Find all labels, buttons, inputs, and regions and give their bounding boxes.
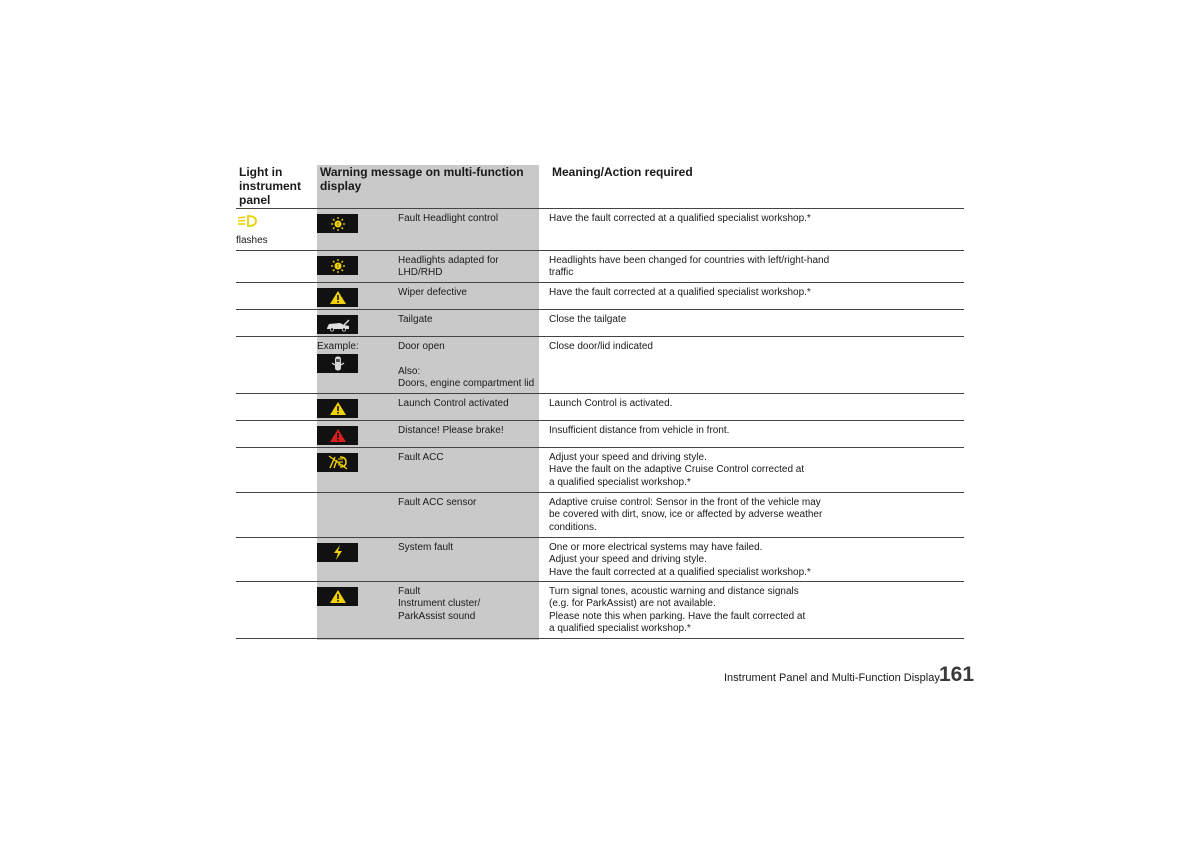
- meaning-text: Headlights have been changed for countries with left/right-hand traffic: [549, 255, 830, 279]
- message-text: Door open Also: Doors, engine compartment lid: [398, 341, 535, 390]
- table-row: [236, 336, 964, 393]
- table-row: [236, 208, 964, 250]
- headlight-icon: [236, 214, 258, 233]
- meaning-text: Launch Control is activated.: [549, 398, 673, 409]
- headlight-control-icon: [317, 214, 358, 233]
- warning-table: [236, 165, 964, 639]
- table-row: [236, 282, 964, 309]
- electrical-fault-icon: [317, 543, 358, 562]
- warning-triangle-icon: [317, 587, 358, 606]
- meaning-text: Adjust your speed and driving style. Have the fault on the adaptive Cruise Control corrected at a qualified specialist workshop.*: [549, 452, 805, 488]
- table-row: [236, 581, 964, 639]
- meaning-text: One or more electrical systems may have failed. Adjust your speed and driving style. Have the fault corrected at a qualified specialist workshop.*: [549, 542, 811, 578]
- acc-fault-icon: [317, 453, 358, 472]
- table-row: [236, 420, 964, 447]
- message-text: Launch Control activated: [398, 398, 509, 409]
- headlight-control-icon: [317, 256, 358, 275]
- message-text: Fault ACC sensor: [398, 497, 477, 508]
- footer-section-title: Instrument Panel and Multi-Function Display: [724, 672, 940, 684]
- meaning-text: Insufficient distance from vehicle in front.: [549, 425, 730, 436]
- example-label: Example:: [317, 341, 359, 352]
- meaning-text: Have the fault corrected at a qualified specialist workshop.*: [549, 287, 811, 298]
- message-text: Fault Instrument cluster/ ParkAssist sound: [398, 586, 481, 622]
- svg-text:!: !: [336, 221, 339, 228]
- lamp-state-text: flashes: [236, 235, 268, 246]
- message-text: Headlights adapted for LHD/RHD: [398, 255, 499, 279]
- tailgate-open-icon: [317, 315, 358, 334]
- message-text: Tailgate: [398, 314, 433, 325]
- meaning-text: Turn signal tones, acoustic warning and distance signals (e.g. for ParkAssist) are not available. Please note this when parking. Have the fault corrected at a qualified specialist workshop.*: [549, 586, 806, 635]
- svg-text:!: !: [336, 263, 339, 270]
- meaning-text: Have the fault corrected at a qualified specialist workshop.*: [549, 213, 811, 224]
- table-row: [236, 309, 964, 336]
- page-number: 161: [939, 663, 975, 686]
- table-row: [236, 250, 964, 282]
- table-row: [236, 447, 964, 492]
- door-open-icon: [317, 354, 358, 373]
- meaning-text: Adaptive cruise control: Sensor in the front of the vehicle may be covered with dirt, snow, ice or affected by adverse weather conditions.: [549, 497, 823, 533]
- header-light: Light in instrument panel: [239, 165, 302, 207]
- warning-triangle-icon: [317, 288, 358, 307]
- red-warning-triangle-icon: [317, 426, 358, 445]
- meaning-text: Close door/lid indicated: [549, 341, 653, 352]
- table-header: [236, 165, 964, 208]
- message-text: Fault Headlight control: [398, 213, 499, 224]
- table-row: [236, 492, 964, 537]
- message-text: System fault: [398, 542, 454, 553]
- header-meaning: Meaning/Action required: [552, 165, 693, 179]
- header-message: Warning message on multi-function display: [320, 165, 524, 193]
- meaning-text: Close the tailgate: [549, 314, 627, 325]
- message-text: Fault ACC: [398, 452, 444, 463]
- message-text: Wiper defective: [398, 287, 467, 298]
- message-text: Distance! Please brake!: [398, 425, 504, 436]
- table-row: [236, 393, 964, 420]
- table-row: [236, 537, 964, 581]
- warning-triangle-icon: [317, 399, 358, 418]
